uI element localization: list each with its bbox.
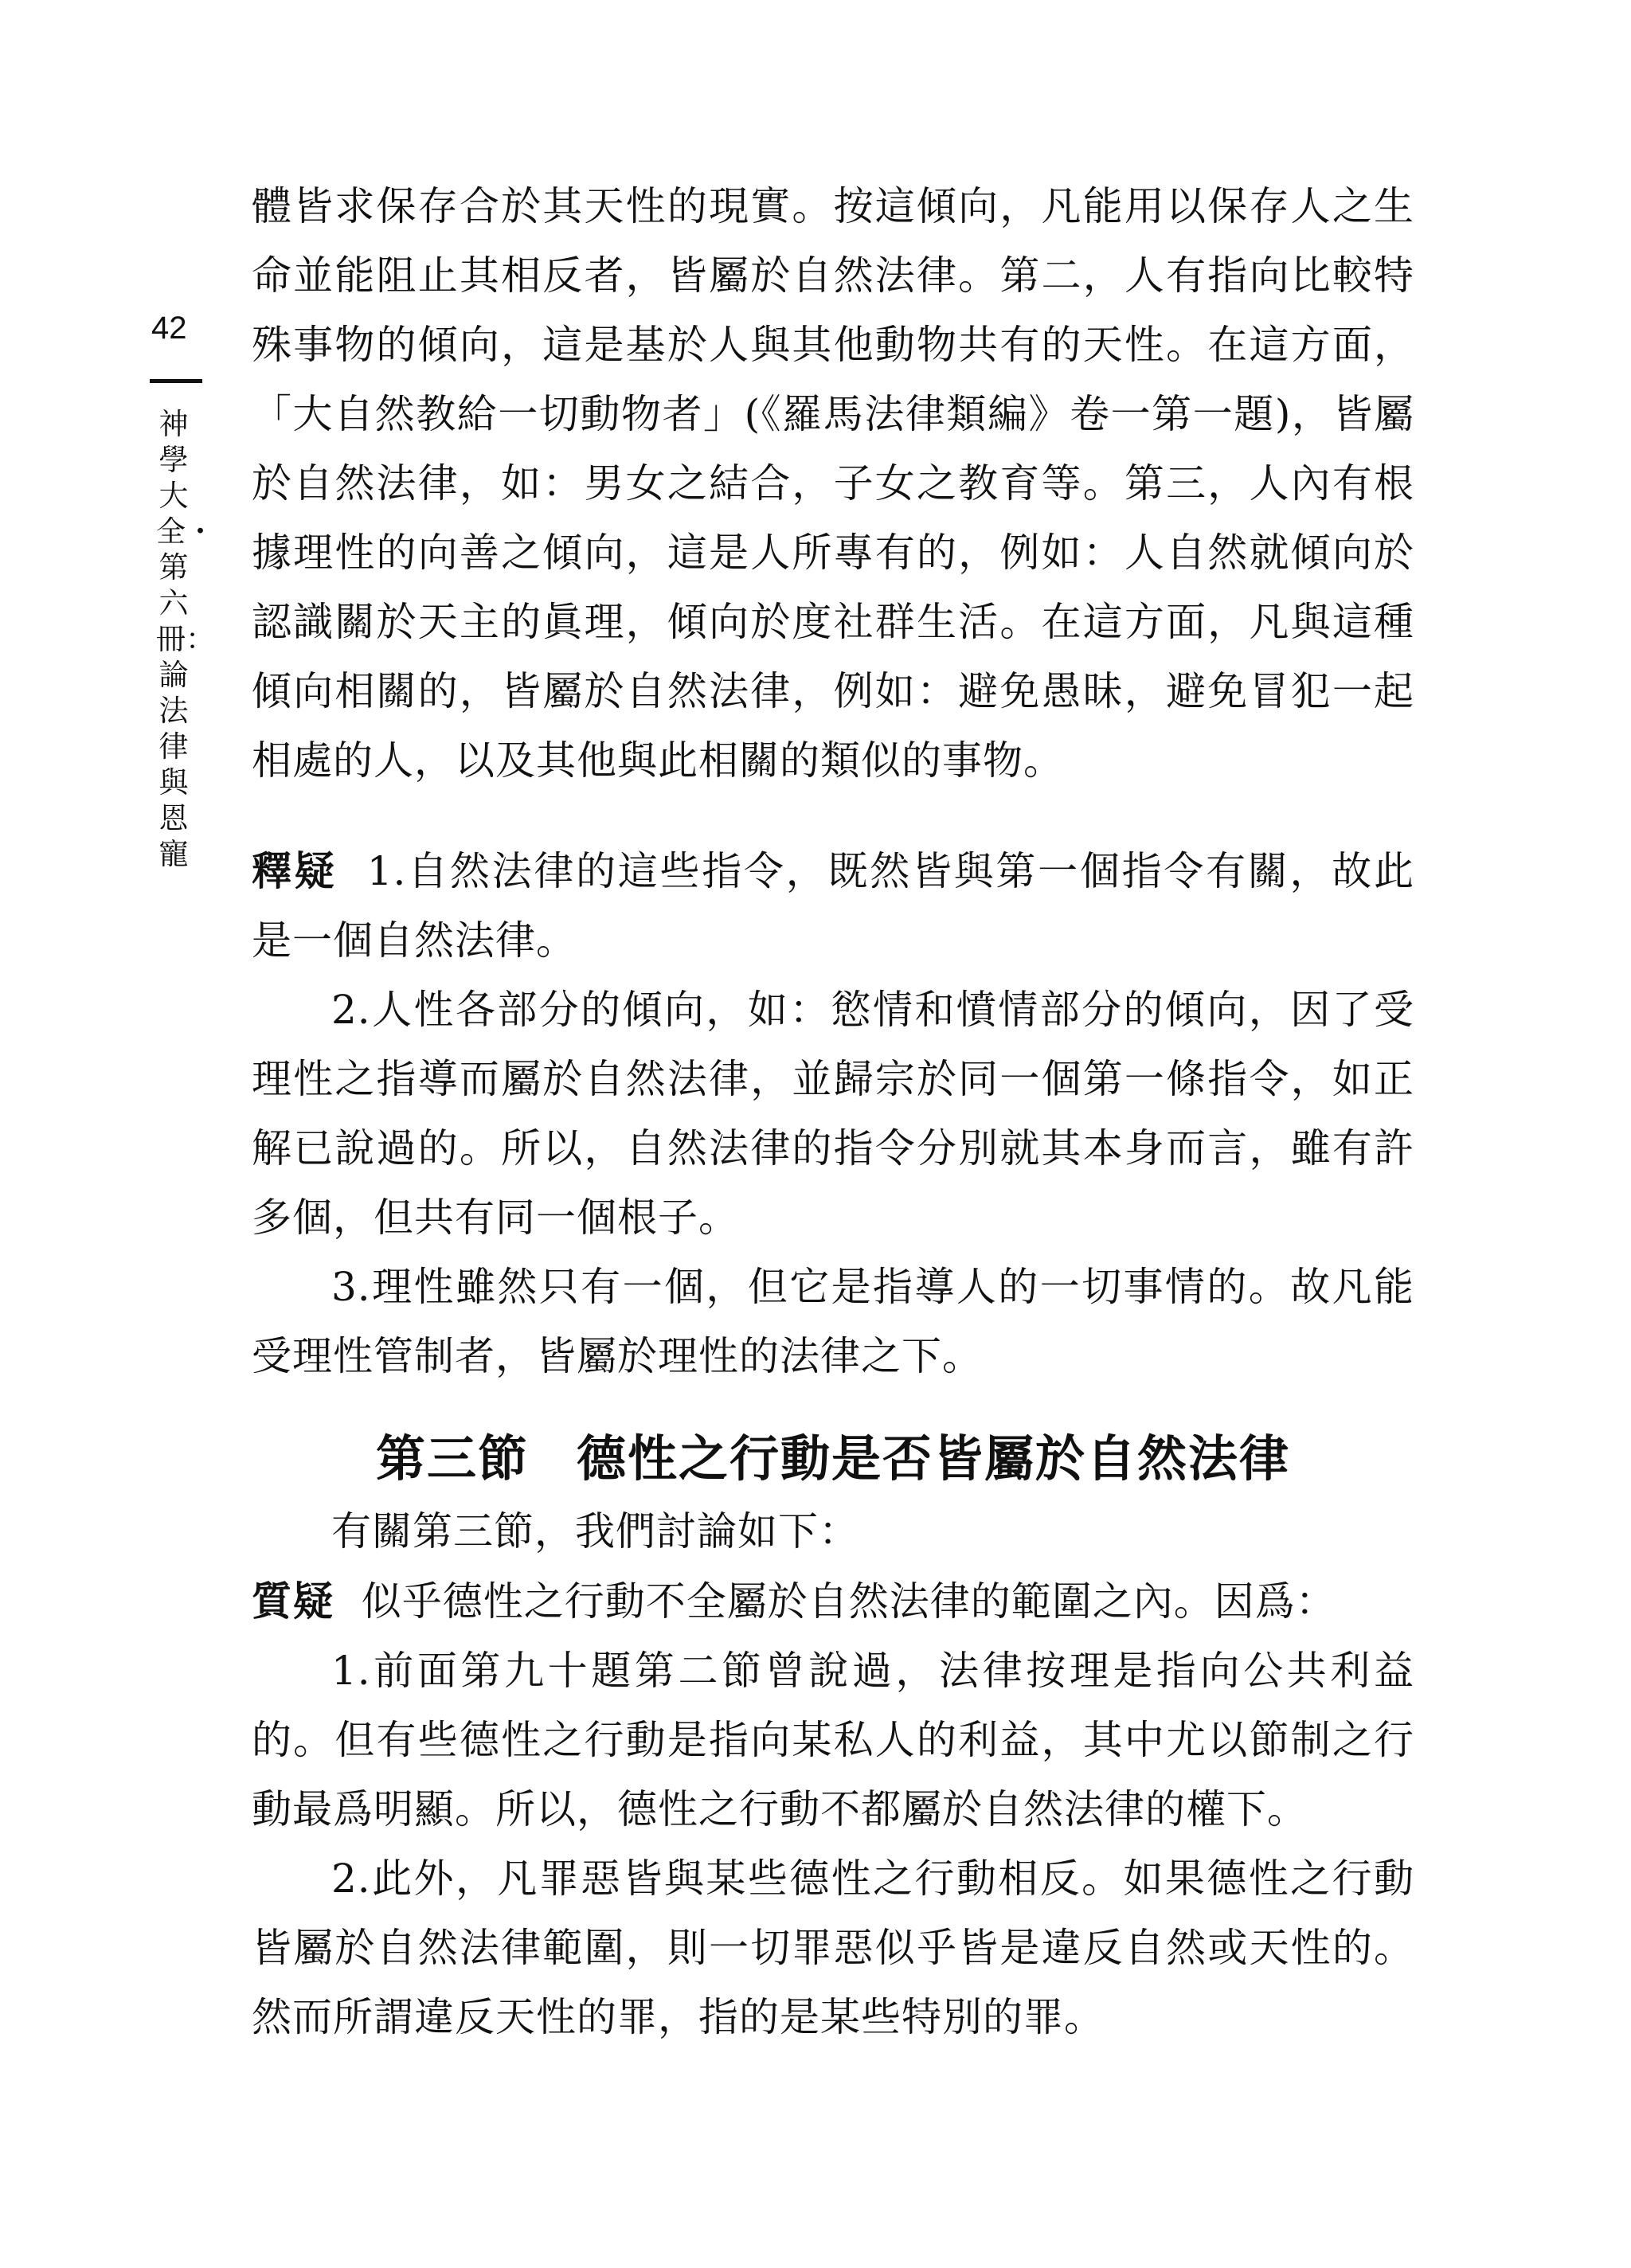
objection-block: [252, 1497, 1414, 2052]
section-number: 第三節: [375, 1429, 529, 1488]
reply-point-3: 3.理性雖然只有一個，但它是指導人的一切事情的。故凡能受理性管制者，皆屬於理性的法律之下。: [252, 1264, 1414, 1379]
running-title: 神學大全・第六冊：論法律與恩寵: [156, 407, 215, 871]
reply-block: [252, 836, 1414, 1391]
objection-text: 似乎德性之行動不全屬於自然法律的範圍之內。因爲：: [361, 1578, 1336, 1625]
reply-point-1: [252, 836, 1414, 976]
top-text-block: [252, 172, 1414, 796]
objection-line: [252, 1566, 1414, 1636]
reply-point-2: 2.人性各部分的傾向，如：慾情和憤情部分的傾向，因了受理性之指導而屬於自然法律，並歸宗於同一個第一條指令，如正解已說過的。所以，自然法律的指令分別就其本身而言，雖有許多個，但共有同一個根子。: [252, 987, 1414, 1241]
top-paragraph: 體皆求保存合於其天性的現實。按這傾向，凡能用以保存人之生命並能阻止其相反者，皆屬於自然法律。第二，人有指向比較特殊事物的傾向，這是基於人與其他動物共有的天性。在這方面，「大自然教給一切動物者」(《羅馬法律類編》卷一第一題)，皆屬於自然法律，如：男女之結合，子女之教育等。第三，人內有根據理性的向善之傾向，這是人所專有的，例如：人自然就傾向於認識關於天主的眞理，傾向於度社群生活。在這方面，凡與這種傾向相關的，皆屬於自然法律，例如：避免愚昧，避免冒犯一起相處的人，以及其他與此相關的類似的事物。: [252, 183, 1414, 784]
section-intro: 有關第三節，我們討論如下：: [331, 1508, 859, 1554]
reply-lead: 釋疑: [252, 847, 338, 894]
section-heading: [252, 1427, 1414, 1491]
objection-lead: 質疑: [252, 1578, 334, 1625]
objection-point-2: 2.此外，凡罪惡皆與某些德性之行動相反。如果德性之行動皆屬於自然法律範圍，則一切罪惡似乎皆是違反自然或天性的。然而所謂違反天性的罪，指的是某些特別的罪。: [252, 1855, 1414, 2040]
page-number: 42: [151, 311, 187, 346]
margin-rule: [150, 379, 202, 383]
objection-point-1: 1.前面第九十題第二節曾說過，法律按理是指向公共利益的。但有些德性之行動是指向某私人的利益，其中尤以節制之行動最爲明顯。所以，德性之行動不都屬於自然法律的權下。: [252, 1648, 1414, 1832]
section-title: 德性之行動是否皆屬於自然法律: [577, 1429, 1291, 1488]
reply-point-1-text: 1.自然法律的這些指令，既然皆與第一個指令有關，故此是一個自然法律。: [252, 848, 1414, 964]
